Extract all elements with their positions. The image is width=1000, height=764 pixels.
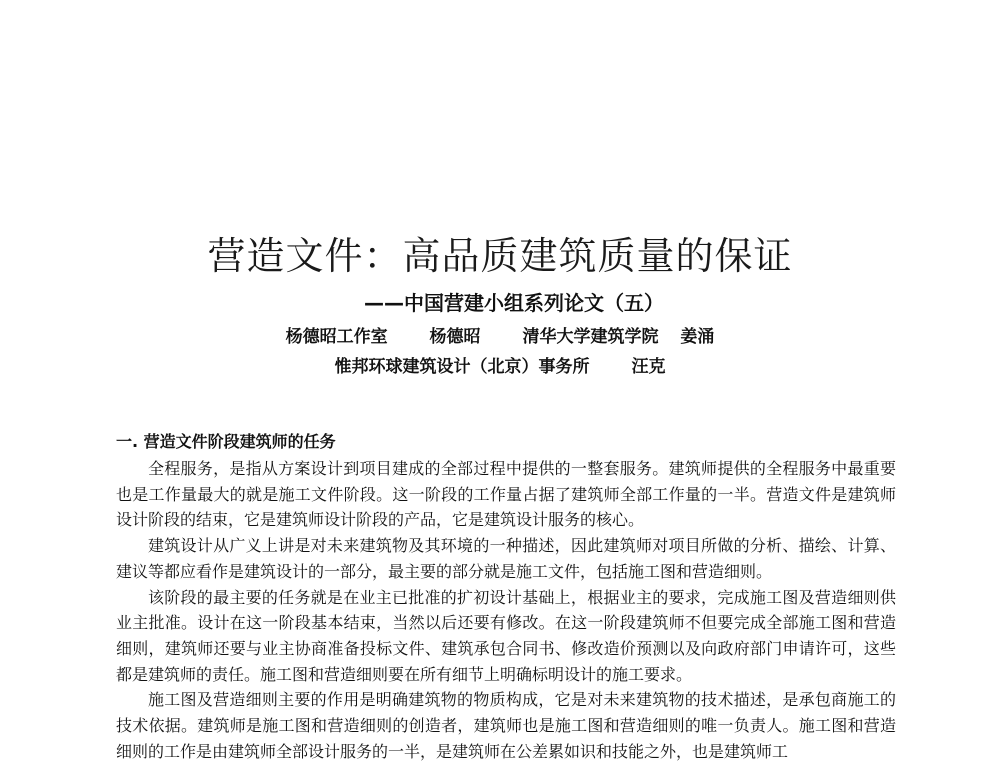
authors-line-2 <box>0 352 1000 382</box>
author-affiliation-1: 杨德昭工作室 <box>285 327 388 347</box>
paragraph: 施工图及营造细则主要的作用是明确建筑物的物质构成，它是对未来建筑物的技术描述，是承包商施工的技术依据。建筑师是施工图和营造细则的创造者，建筑师也是施工图和营造细则的唯一负责人。施工图和营造细则的工作是由建筑师全部设计服务的一半，是建筑师在公差累如识和技能之外，也是建筑师工 <box>116 690 896 761</box>
paragraph: 全程服务，是指从方案设计到项目建成的全部过程中提供的一整套服务。建筑师提供的全程服务中最重要也是工作量最大的就是施工文件阶段。这一阶段的工作量占据了建筑师全部工作量的一半。营造文件是建筑师设计阶段的结束，它是建筑师设计阶段的产品，它是建筑设计服务的核心。 <box>116 459 896 530</box>
author-name-3: 汪克 <box>631 357 666 377</box>
body-text <box>116 456 896 764</box>
paragraph: 该阶段的最主要的任务就是在业主已批准的扩初设计基础上，根据业主的要求，完成施工图及营造细则供业主批准。设计在这一阶段基本结束，当然以后还要有修改。在这一阶段建筑师不但要完成全部施工图和营造细则，建筑师还要与业主协商准备投标文件、建筑承包合同书、修改造价预测以及向政府部门申请许可，这些都是建筑师的责任。施工图和营造细则要在所有细节上明确标明设计的施工要求。 <box>116 587 896 684</box>
author-name-2: 姜涌 <box>680 327 715 347</box>
authors-line-1 <box>0 322 1000 352</box>
author-affiliation-3: 惟邦环球建筑设计（北京）事务所 <box>334 357 590 377</box>
paper-title: 营造文件：高品质建筑质量的保证 <box>207 234 793 278</box>
paper-subtitle: ——中国营建小组系列论文（五） <box>364 291 664 315</box>
authors-block <box>0 322 1000 382</box>
author-affiliation-2: 清华大学建筑学院 <box>522 327 659 347</box>
section-heading: 一. 营造文件阶段建筑师的任务 <box>116 432 336 451</box>
author-name-1: 杨德昭 <box>429 327 481 347</box>
paragraph: 建筑设计从广义上讲是对未来建筑物及其环境的一种描述，因此建筑师对项目所做的分析、描绘、计算、建议等都应看作是建筑设计的一部分，最主要的部分就是施工文件，包括施工图和营造细则。 <box>116 536 896 581</box>
